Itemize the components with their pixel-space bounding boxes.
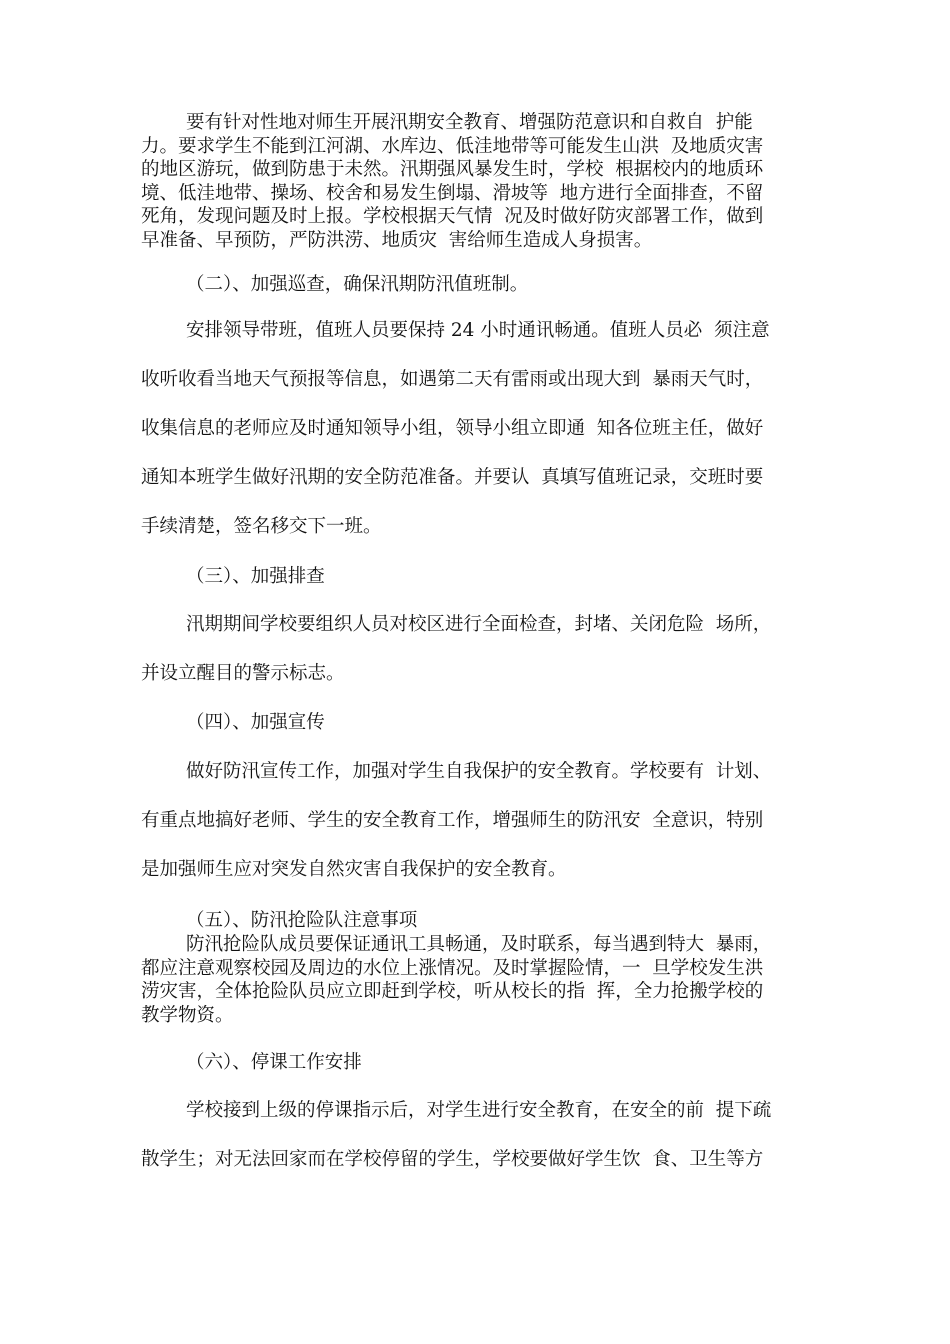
body-text-line: 做好防汛宣传工作，加强对学生自我保护的安全教育。学校要有 计划、 xyxy=(186,761,772,782)
body-text-line: 安排领导带班，值班人员要保持 24 小时通讯畅通。值班人员必 须注意 xyxy=(186,320,770,341)
body-text-line: 是加强师生应对突发自然灾害自我保护的安全教育。 xyxy=(141,859,567,880)
body-text-line: 收集信息的老师应及时通知领导小组，领导小组立即通 知各位班主任，做好 xyxy=(141,418,764,439)
body-text-line: 手续清楚，签名移交下一班。 xyxy=(141,516,382,537)
body-text-line: 教学物资。 xyxy=(141,1005,234,1026)
body-text-line: 有重点地搞好老师、学生的安全教育工作，增强师生的防汛安 全意识，特别 xyxy=(141,810,764,831)
body-text-line: 涝灾害，全体抢险队员应立即赶到学校，听从校长的指 挥，全力抢搬学校的 xyxy=(141,981,764,1002)
body-text-line: 力。要求学生不能到江河湖、水库边、低洼地带等可能发生山洪 及地质灾害 xyxy=(141,136,764,157)
section-heading: （四）、加强宣传 xyxy=(186,712,325,733)
body-text-line: 境、低洼地带、操场、校舍和易发生倒塌、滑坡等 地方进行全面排查，不留 xyxy=(141,183,764,204)
section-heading: （六）、停课工作安排 xyxy=(186,1052,362,1073)
section-heading: （三）、加强排查 xyxy=(186,566,325,587)
body-text-line: 通知本班学生做好汛期的安全防范准备。并要认 真填写值班记录，交班时要 xyxy=(141,467,764,488)
body-text-line: 散学生；对无法回家而在学校停留的学生，学校要做好学生饮 食、卫生等方 xyxy=(141,1149,764,1170)
body-text-line: 早准备、早预防，严防洪涝、地质灾 害给师生造成人身损害。 xyxy=(141,230,653,251)
body-text-line: 死角，发现问题及时上报。学校根据天气情 况及时做好防灾部署工作，做到 xyxy=(141,206,764,227)
body-text-line: 防汛抢险队成员要保证通讯工具畅通，及时联系，每当遇到特大 暴雨， xyxy=(186,934,772,955)
body-text-line: 学校接到上级的停课指示后，对学生进行安全教育，在安全的前 提下疏 xyxy=(186,1100,772,1121)
body-text-line: 并设立醒目的警示标志。 xyxy=(141,663,345,684)
body-text-line: 的地区游玩，做到防患于未然。汛期强风暴发生时，学校 根据校内的地质环 xyxy=(141,159,764,180)
section-heading: （二）、加强巡查，确保汛期防汛值班制。 xyxy=(186,274,529,295)
body-text-line: 要有针对性地对师生开展汛期安全教育、增强防范意识和自救自 护能 xyxy=(186,112,753,133)
body-text-line: 收听收看当地天气预报等信息，如遇第二天有雷雨或出现大到 暴雨天气时， xyxy=(141,369,764,390)
section-heading: （五）、防汛抢险队注意事项 xyxy=(186,910,418,931)
body-text-line: 都应注意观察校园及周边的水位上涨情况。及时掌握险情，一 旦学校发生洪 xyxy=(141,958,764,979)
body-text-line: 汛期期间学校要组织人员对校区进行全面检查，封堵、关闭危险 场所， xyxy=(186,614,772,635)
